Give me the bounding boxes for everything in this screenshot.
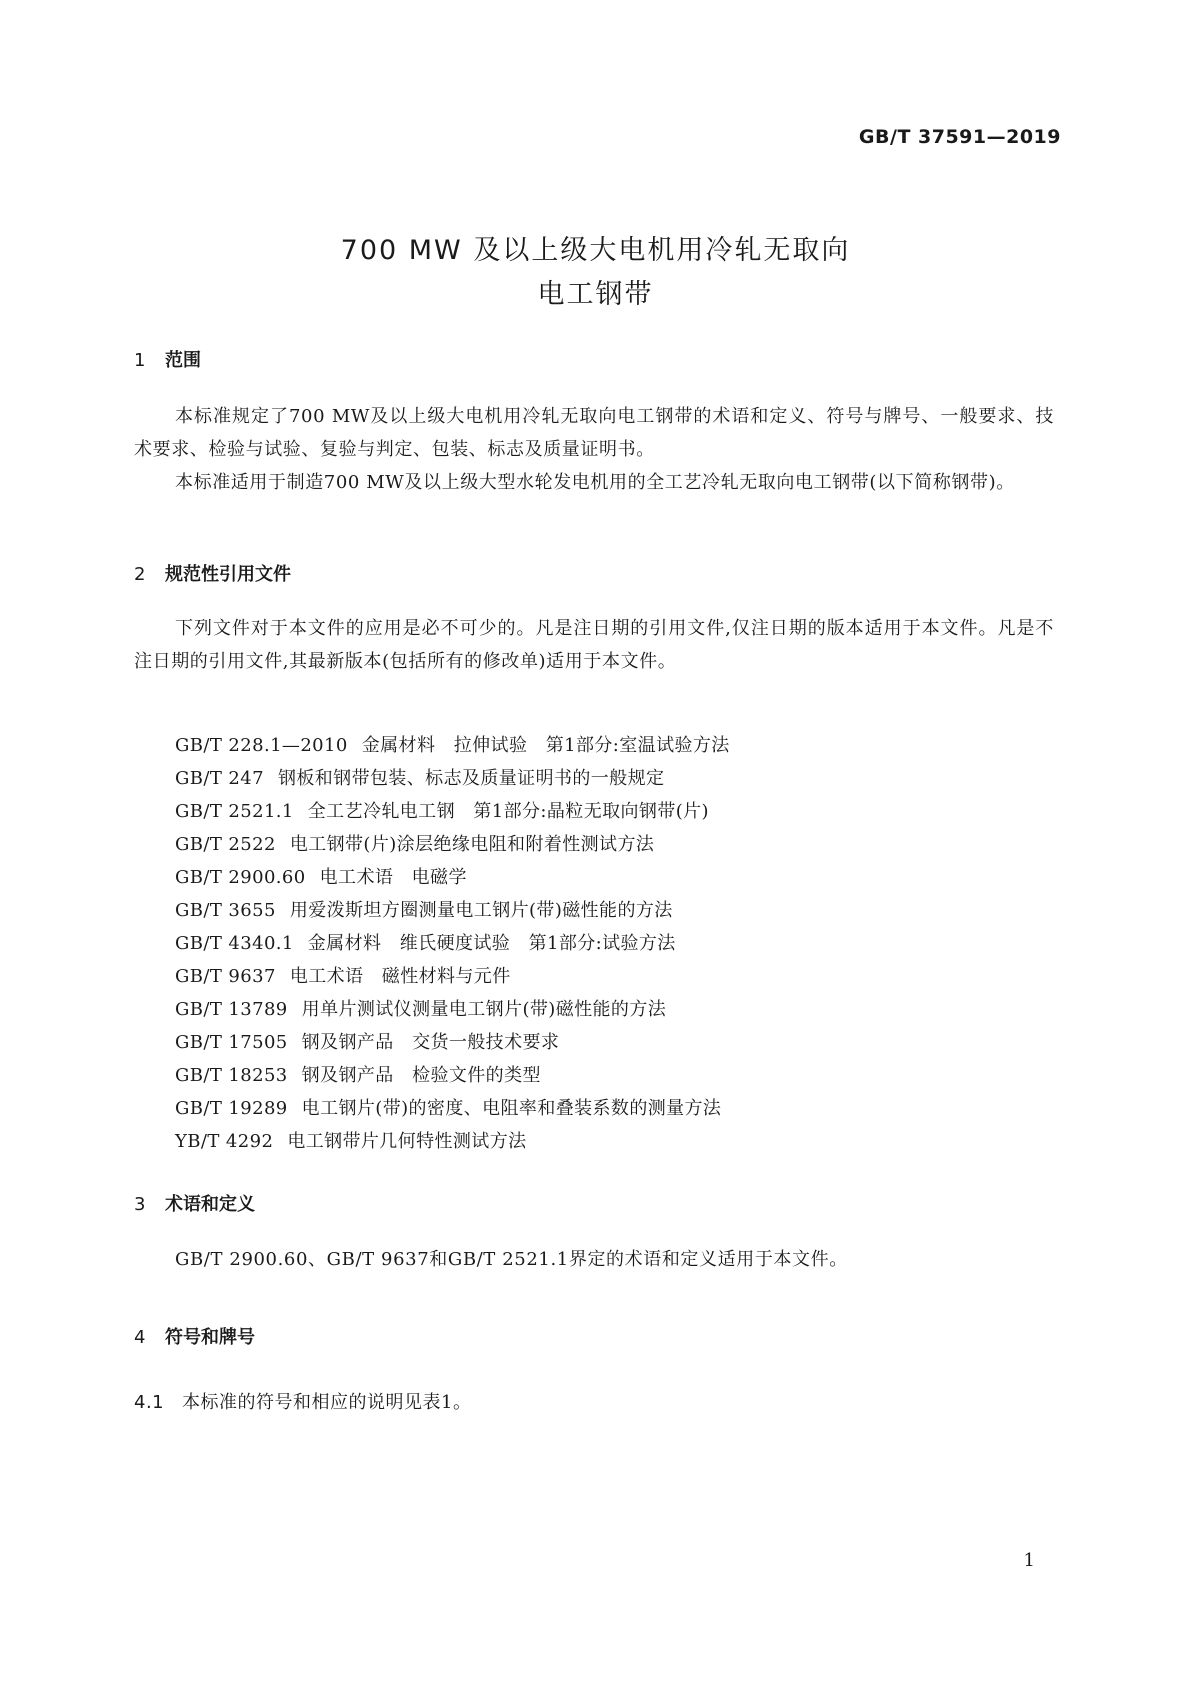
- reference-title: 全工艺冷轧电工钢 第1部分:晶粒无取向钢带(片): [307, 801, 709, 822]
- reference-item: [175, 1026, 730, 1059]
- section-4-heading: [134, 1323, 255, 1349]
- reference-code: GB/T 19289: [175, 1098, 288, 1119]
- reference-item: [175, 828, 730, 861]
- reference-code: GB/T 3655: [175, 900, 276, 921]
- reference-title: 电工术语 磁性材料与元件: [289, 966, 511, 987]
- reference-code: GB/T 13789: [175, 999, 288, 1020]
- section-number: 2: [134, 564, 146, 585]
- reference-item: [175, 762, 730, 795]
- reference-title: 钢及钢产品 检验文件的类型: [301, 1065, 541, 1086]
- reference-title: 电工钢带(片)涂层绝缘电阻和附着性测试方法: [289, 834, 655, 855]
- document-title-line-2: 电工钢带: [537, 279, 654, 310]
- reference-code: GB/T 9637: [175, 966, 276, 987]
- reference-item: [175, 927, 730, 960]
- reference-title: 电工术语 电磁学: [319, 867, 467, 888]
- section-2-intro: 下列文件对于本文件的应用是必不可少的。凡是注日期的引用文件,仅注日期的版本适用于本文件。凡是不注日期的引用文件,其最新版本(包括所有的修改单)适用于本文件。: [134, 618, 1054, 672]
- reference-code: GB/T 228.1—2010: [175, 735, 348, 756]
- section-title: 范围: [165, 350, 201, 371]
- reference-item: [175, 960, 730, 993]
- standard-code: GB/T 37591—2019: [858, 126, 1061, 148]
- section-1-heading: [134, 346, 201, 372]
- reference-title: 金属材料 拉伸试验 第1部分:室温试验方法: [361, 735, 730, 756]
- section-3-paragraph: GB/T 2900.60、GB/T 9637和GB/T 2521.1界定的术语和定义适用于本文件。: [175, 1249, 848, 1270]
- reference-title: 金属材料 维氏硬度试验 第1部分:试验方法: [307, 933, 676, 954]
- reference-code: GB/T 2521.1: [175, 801, 294, 822]
- reference-code: GB/T 18253: [175, 1065, 288, 1086]
- reference-code: GB/T 247: [175, 768, 264, 789]
- reference-item: [175, 1059, 730, 1092]
- section-title: 规范性引用文件: [165, 564, 291, 585]
- section-number: 1: [134, 350, 146, 371]
- section-2-heading: [134, 560, 291, 586]
- reference-item: [175, 795, 730, 828]
- subsection-4-1: [134, 1388, 471, 1414]
- reference-title: 钢板和钢带包装、标志及质量证明书的一般规定: [277, 768, 665, 789]
- section-title: 符号和牌号: [165, 1327, 255, 1348]
- reference-item: [175, 861, 730, 894]
- reference-code: GB/T 2522: [175, 834, 276, 855]
- subsection-number: 4.1: [134, 1392, 165, 1413]
- section-1-paragraph-1: 本标准规定了700 MW及以上级大电机用冷轧无取向电工钢带的术语和定义、符号与牌号、一般要求、技术要求、检验与试验、复验与判定、包装、标志及质量证明书。: [134, 406, 1054, 460]
- section-1-paragraph-2: 本标准适用于制造700 MW及以上级大型水轮发电机用的全工艺冷轧无取向电工钢带(以下简称钢带)。: [175, 472, 1015, 493]
- page-number: 1: [1023, 1550, 1035, 1571]
- reference-item: [175, 729, 730, 762]
- reference-title: 用爱泼斯坦方圈测量电工钢片(带)磁性能的方法: [289, 900, 673, 921]
- section-number: 3: [134, 1194, 146, 1215]
- reference-item: [175, 1125, 730, 1158]
- subsection-text: 本标准的符号和相应的说明见表1。: [182, 1392, 472, 1413]
- reference-item: [175, 1092, 730, 1125]
- reference-item: [175, 894, 730, 927]
- reference-list: [175, 729, 730, 1158]
- reference-code: GB/T 4340.1: [175, 933, 294, 954]
- section-number: 4: [134, 1327, 146, 1348]
- section-title: 术语和定义: [165, 1194, 255, 1215]
- reference-title: 电工钢带片几何特性测试方法: [287, 1131, 527, 1152]
- reference-title: 用单片测试仪测量电工钢片(带)磁性能的方法: [301, 999, 667, 1020]
- section-3-heading: [134, 1190, 255, 1216]
- reference-code: GB/T 17505: [175, 1032, 288, 1053]
- reference-code: GB/T 2900.60: [175, 867, 306, 888]
- reference-code: YB/T 4292: [175, 1131, 274, 1152]
- reference-title: 钢及钢产品 交货一般技术要求: [301, 1032, 560, 1053]
- reference-title: 电工钢片(带)的密度、电阻率和叠装系数的测量方法: [301, 1098, 722, 1119]
- reference-item: [175, 993, 730, 1026]
- document-title-line-1: 700 MW 及以上级大电机用冷轧无取向: [340, 235, 851, 266]
